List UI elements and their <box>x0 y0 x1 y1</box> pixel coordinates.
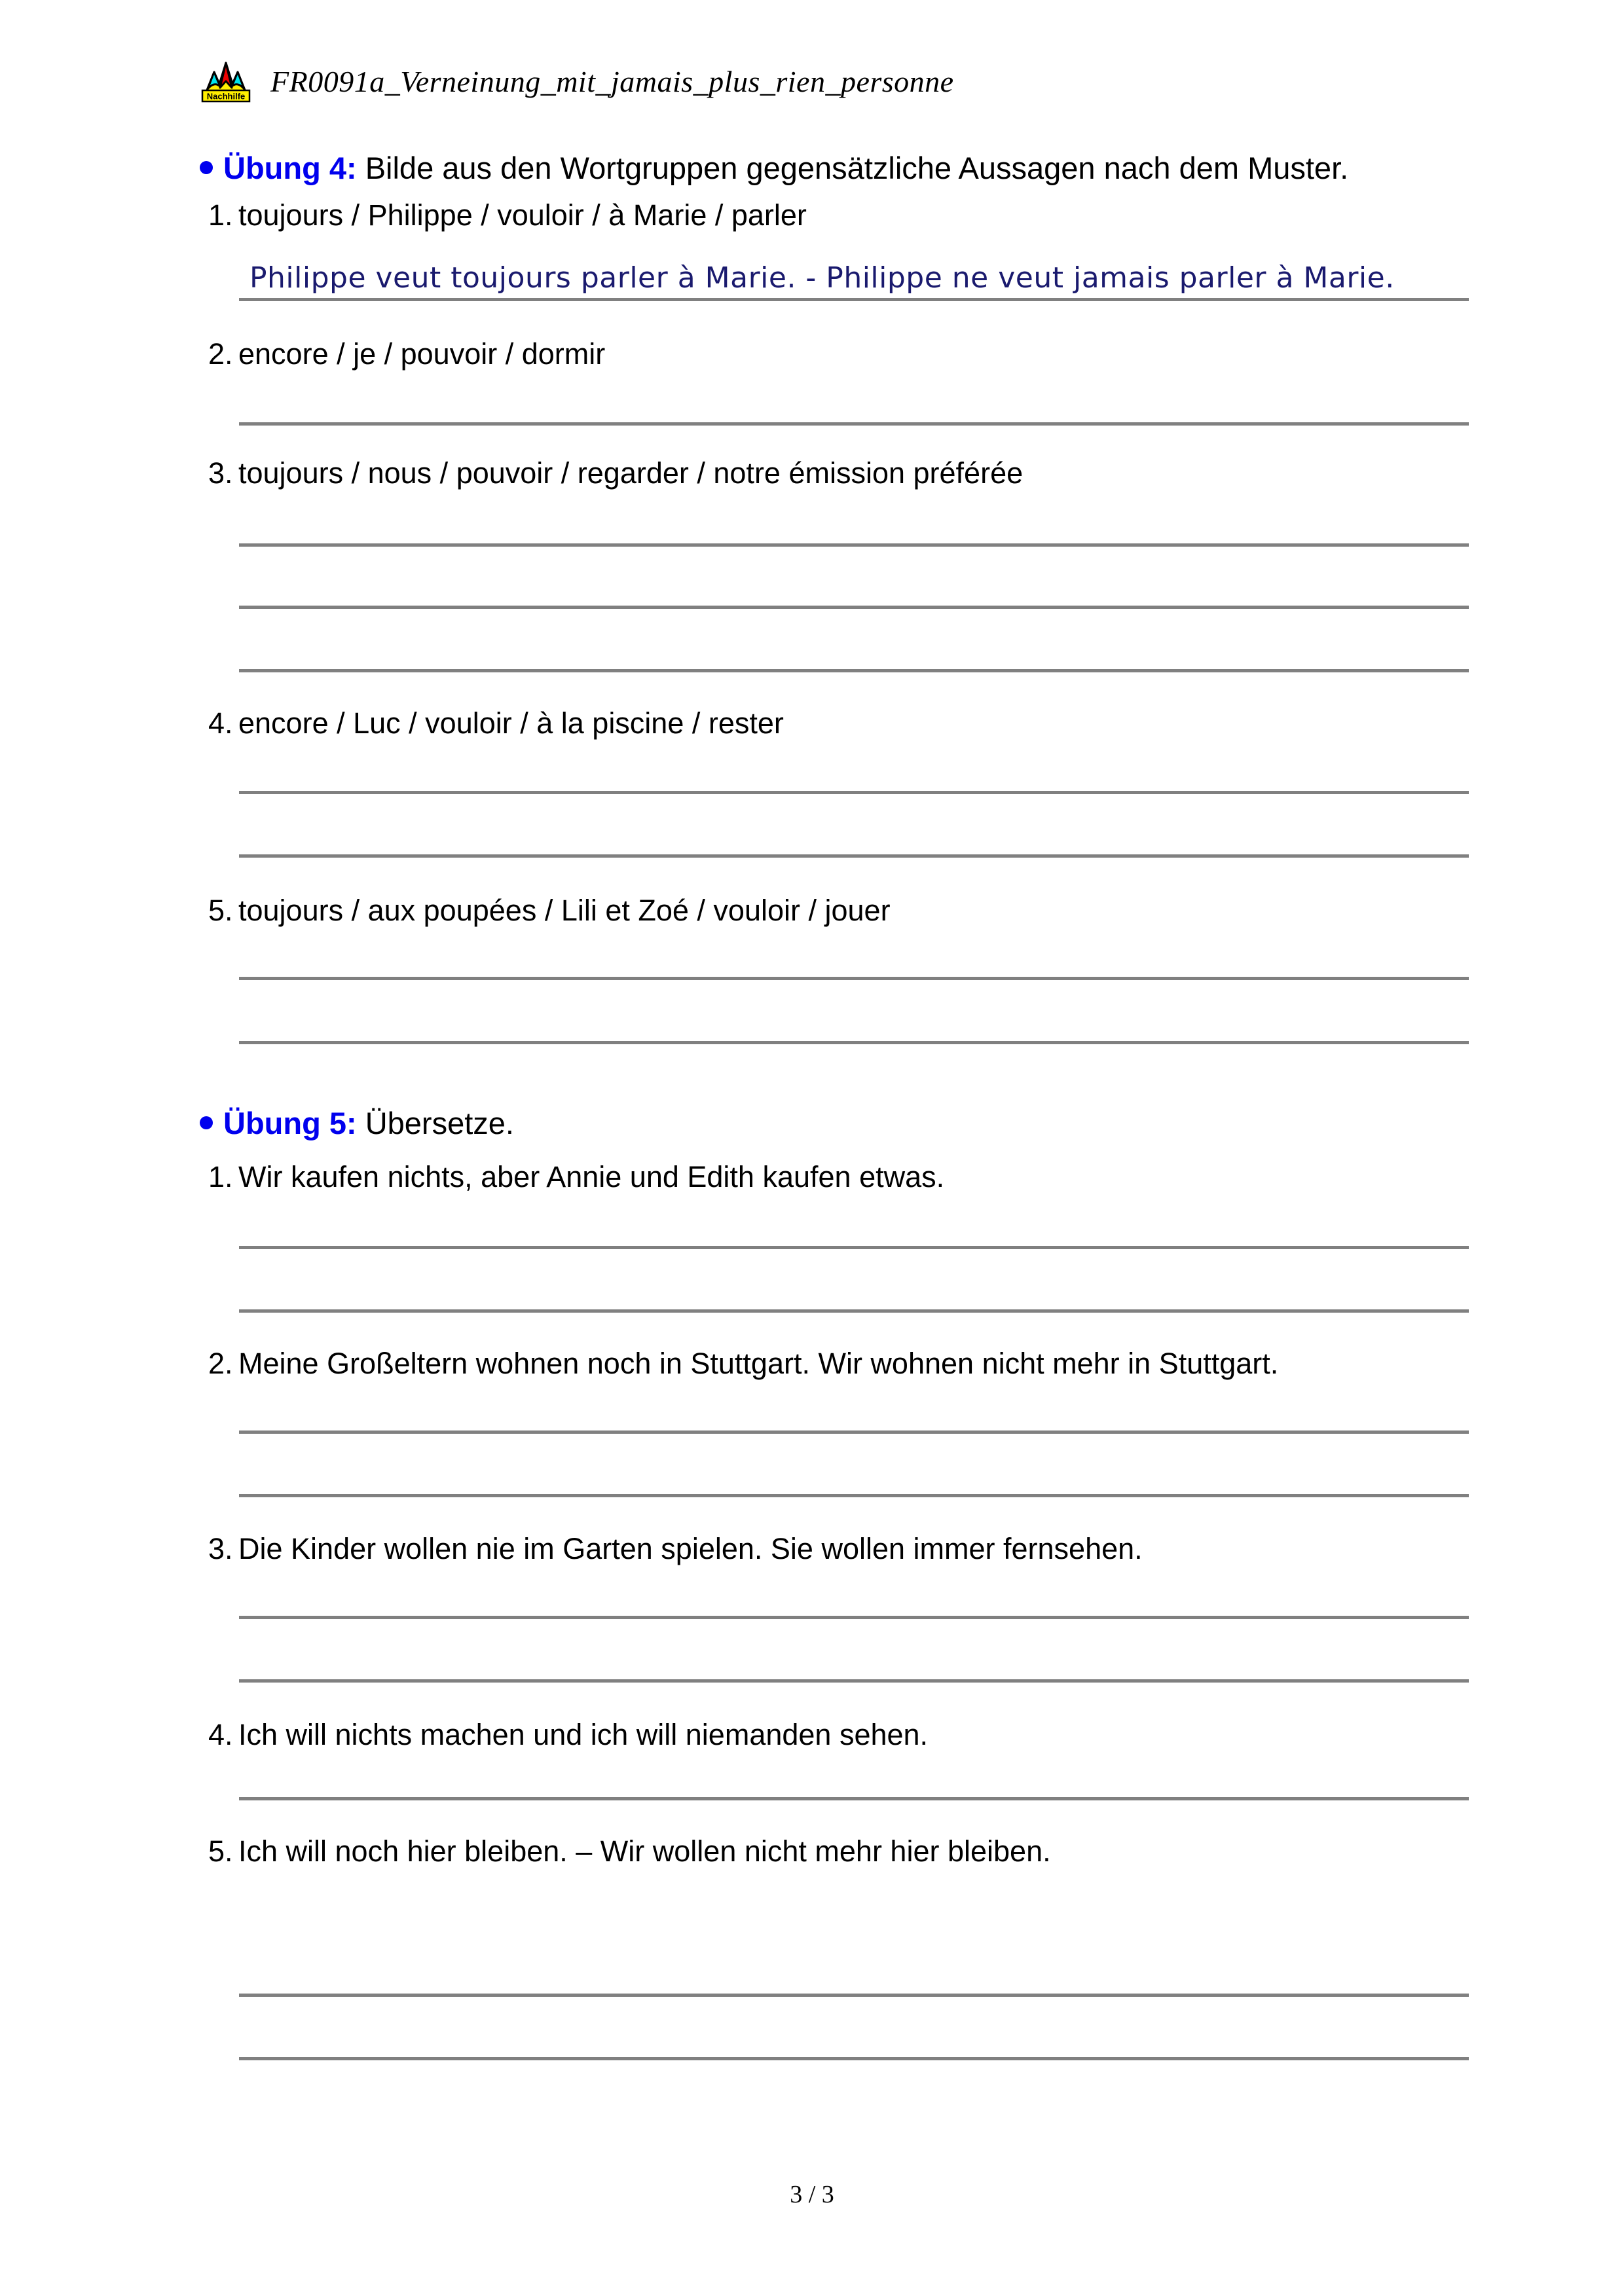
item-label: toujours / Philippe / vouloir / à Marie / parler <box>238 198 807 232</box>
svg-text:Nachhilfe: Nachhilfe <box>206 91 246 101</box>
exercise-heading-uebung-4 <box>0 153 1624 183</box>
item-label: Ich will nichts machen und ich will niemanden sehen. <box>238 1718 929 1751</box>
list-item <box>0 1349 1624 1378</box>
bullet-icon <box>200 161 213 174</box>
item-question-text <box>0 896 1624 925</box>
item-question-text <box>0 708 1624 738</box>
item-question-text <box>0 1162 1624 1192</box>
exercise-prompt-text: Bilde aus den Wortgruppen gegensätzliche Aussagen nach dem Muster. <box>365 151 1349 185</box>
exercise-block-uebung-5 <box>0 1108 1624 1139</box>
list-item <box>0 200 1624 230</box>
item-question-text <box>0 1349 1624 1378</box>
item-number: 5. <box>208 1834 233 1868</box>
exercise-prompt <box>357 1106 365 1140</box>
page-footer <box>0 2180 1624 2209</box>
item-number: 1. <box>208 1160 233 1194</box>
page-header <box>200 58 954 105</box>
answer-field-blank[interactable] <box>239 1494 1469 1497</box>
item-label: toujours / aux poupées / Lili et Zoé / vouloir / jouer <box>238 894 891 927</box>
item-number: 2. <box>208 337 233 371</box>
answer-field-blank[interactable] <box>239 606 1469 609</box>
answer-field-blank[interactable] <box>239 2057 1469 2060</box>
handwritten-answer: Philippe veut toujours parler à Marie. - Philippe ne veut jamais parler à Marie. <box>249 261 1395 295</box>
item-label: toujours / nous / pouvoir / regarder / notre émission préférée <box>238 456 1024 490</box>
item-question-text <box>0 458 1624 488</box>
list-item <box>0 1836 1624 1866</box>
answer-field-blank[interactable] <box>239 1797 1469 1800</box>
item-label: encore / je / pouvoir / dormir <box>238 337 606 371</box>
list-item <box>0 339 1624 369</box>
item-number: 1. <box>208 198 233 232</box>
bullet-icon <box>200 1116 213 1129</box>
answer-field-blank[interactable] <box>239 1041 1469 1044</box>
answer-field-blank[interactable] <box>239 1994 1469 1997</box>
answer-rule <box>239 298 1469 301</box>
item-number: 3. <box>208 456 233 490</box>
exercise-label: Übung 5: <box>223 1106 357 1140</box>
answer-field-blank[interactable] <box>239 977 1469 980</box>
list-item <box>0 896 1624 925</box>
answer-field-blank[interactable] <box>239 422 1469 426</box>
nachhilfe-mountain-logo-icon <box>200 58 252 105</box>
exercise-prompt-text: Übersetze. <box>365 1106 514 1140</box>
list-item <box>0 1534 1624 1563</box>
page-indicator: 3 / 3 <box>790 2181 834 2208</box>
item-question-text <box>0 200 1624 230</box>
answer-field-blank[interactable] <box>239 669 1469 672</box>
item-label: Wir kaufen nichts, aber Annie und Edith kaufen etwas. <box>238 1160 945 1194</box>
item-number: 3. <box>208 1532 233 1565</box>
document-title: FR0091a_Verneinung_mit_jamais_plus_rien_personne <box>270 64 954 98</box>
item-label: Ich will noch hier bleiben. – Wir wollen nicht mehr hier bleiben. <box>238 1834 1051 1868</box>
list-item <box>0 1162 1624 1192</box>
item-number: 2. <box>208 1347 233 1380</box>
answer-field-blank[interactable] <box>239 1246 1469 1249</box>
item-question-text <box>0 1534 1624 1563</box>
answer-field-blank[interactable] <box>239 1430 1469 1434</box>
list-item <box>0 1720 1624 1749</box>
exercise-prompt <box>357 151 365 185</box>
exercise-block-uebung-4 <box>0 153 1624 183</box>
item-number: 4. <box>208 706 233 740</box>
list-item <box>0 458 1624 488</box>
item-question-text <box>0 1836 1624 1866</box>
list-item <box>0 708 1624 738</box>
answer-field-blank[interactable] <box>239 543 1469 547</box>
answer-field-filled[interactable] <box>239 252 1469 301</box>
item-number: 4. <box>208 1718 233 1751</box>
item-question-text <box>0 339 1624 369</box>
item-label: encore / Luc / vouloir / à la piscine / rester <box>238 706 784 740</box>
answer-field-blank[interactable] <box>239 1679 1469 1683</box>
answer-field-blank[interactable] <box>239 1309 1469 1313</box>
answer-field-blank[interactable] <box>239 791 1469 794</box>
item-label: Meine Großeltern wohnen noch in Stuttgart. Wir wohnen nicht mehr in Stuttgart. <box>238 1347 1279 1380</box>
exercise-label: Übung 4: <box>223 151 357 185</box>
item-question-text <box>0 1720 1624 1749</box>
exercise-heading-uebung-5 <box>0 1108 1624 1139</box>
answer-field-blank[interactable] <box>239 854 1469 858</box>
item-number: 5. <box>208 894 233 927</box>
item-label: Die Kinder wollen nie im Garten spielen. Sie wollen immer fernsehen. <box>238 1532 1143 1565</box>
answer-field-blank[interactable] <box>239 1616 1469 1619</box>
